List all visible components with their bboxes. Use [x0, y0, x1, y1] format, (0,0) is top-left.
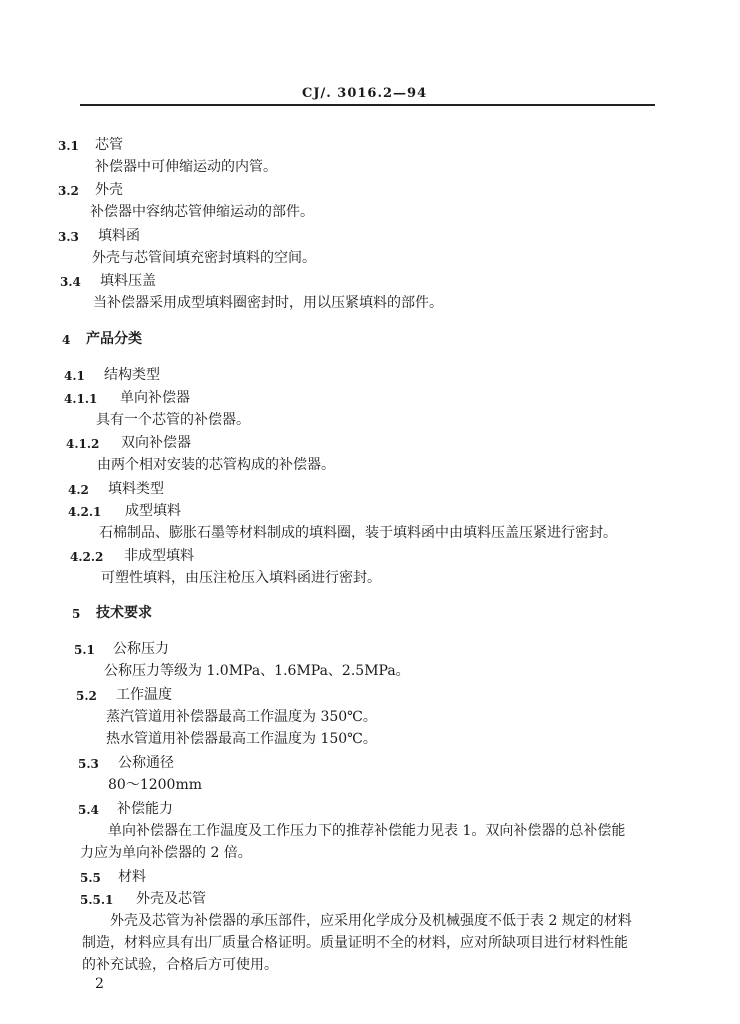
page-number: 2 [95, 976, 104, 992]
clause-number: 4.1.2 [66, 437, 100, 451]
clause-number: 4.2 [68, 483, 89, 497]
clause-text: 具有一个芯管的补偿器。 [96, 412, 250, 428]
section-number: 4 [62, 333, 71, 347]
clause-text: 力应为单向补偿器的 2 倍。 [80, 845, 252, 861]
clause-title: 外壳 [95, 182, 123, 198]
clause-text: 热水管道用补偿器最高工作温度为 150℃。 [106, 731, 377, 747]
clause-number: 3.3 [58, 230, 79, 244]
clause-title: 外壳及芯管 [136, 891, 206, 907]
clause-text: 的补充试验，合格后方可使用。 [82, 957, 278, 973]
clause-text: 蒸汽管道用补偿器最高工作温度为 350℃。 [106, 709, 377, 725]
clause-title: 工作温度 [116, 687, 172, 703]
clause-number: 5.5.1 [80, 893, 114, 907]
clause-text: 公称压力等级为 1.0MPa、1.6MPa、2.5MPa。 [104, 663, 410, 679]
clause-text: 外壳与芯管间填充密封填料的空间。 [92, 250, 316, 266]
clause-text: 补偿器中容纳芯管伸缩运动的部件。 [90, 204, 314, 220]
clause-title: 公称通径 [118, 755, 174, 771]
section-title: 产品分类 [86, 331, 142, 347]
clause-title: 填料函 [98, 228, 140, 244]
clause-title: 芯管 [95, 137, 123, 153]
clause-title: 双向补偿器 [121, 435, 191, 451]
clause-number: 4.2.1 [68, 505, 102, 519]
clause-text: 当补偿器采用成型填料圈密封时，用以压紧填料的部件。 [93, 295, 443, 311]
clause-number: 5.3 [78, 757, 99, 771]
clause-number: 5.4 [78, 803, 99, 817]
clause-number: 3.2 [58, 184, 79, 198]
clause-text: 外壳及芯管为补偿器的承压部件，应采用化学成分及机械强度不低于表 2 规定的材料 [110, 913, 632, 929]
clause-number: 3.1 [58, 139, 79, 153]
clause-text: 单向补偿器在工作温度及工作压力下的推荐补偿能力见表 1。双向补偿器的总补偿能 [108, 823, 626, 839]
clause-number: 3.4 [60, 275, 81, 289]
header-rule [80, 104, 655, 106]
clause-title: 材料 [118, 869, 146, 885]
clause-title: 非成型填料 [124, 548, 194, 564]
clause-text: 由两个相对安装的芯管构成的补偿器。 [97, 457, 335, 473]
clause-text: 石棉制品、膨胀石墨等材料制成的填料圈，装于填料函中由填料压盖压紧进行密封。 [99, 525, 617, 541]
standard-code: CJ/. 3016.2—94 [302, 86, 428, 101]
page-header [80, 86, 655, 106]
clause-number: 4.2.2 [70, 550, 104, 564]
clause-title: 填料压盖 [100, 273, 156, 289]
clause-text: 制造，材料应具有出厂质量合格证明。质量证明不全的材料，应对所缺项目进行材料性能 [82, 935, 628, 951]
clause-text: 可塑性填料，由压注枪压入填料函进行密封。 [101, 570, 381, 586]
clause-number: 5.2 [76, 689, 97, 703]
clause-text: 补偿器中可伸缩运动的内管。 [95, 159, 277, 175]
clause-title: 补偿能力 [117, 801, 173, 817]
clause-number: 5.1 [74, 643, 95, 657]
clause-text: 80～1200mm [108, 777, 202, 793]
clause-title: 单向补偿器 [120, 390, 190, 406]
clause-title: 结构类型 [104, 367, 160, 383]
clause-number: 4.1 [64, 369, 85, 383]
clause-title: 公称压力 [113, 641, 169, 657]
clause-title: 成型填料 [125, 503, 181, 519]
clause-title: 填料类型 [108, 481, 164, 497]
section-number: 5 [72, 607, 81, 621]
section-title: 技术要求 [96, 605, 152, 621]
clause-number: 5.5 [80, 871, 101, 885]
clause-number: 4.1.1 [64, 392, 98, 406]
